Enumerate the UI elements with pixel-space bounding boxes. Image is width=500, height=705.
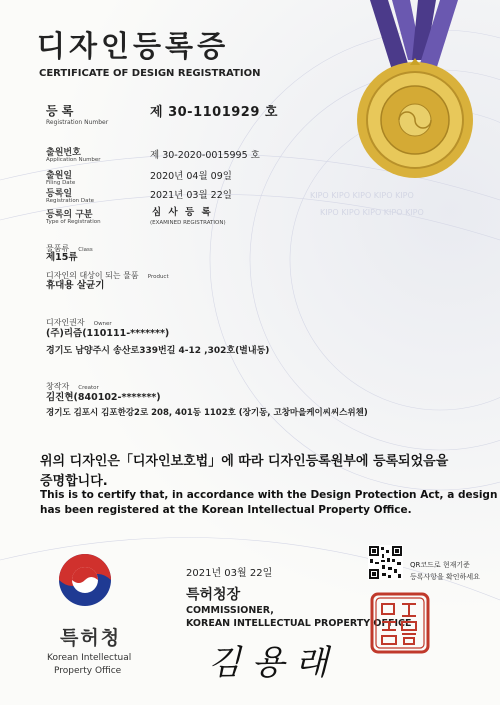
commissioner-korean: 특허청장 [186, 587, 241, 603]
statement-korean-line1: 위의 디자인은「디자인보호법」에 따라 디자인등록원부에 등록되었음을 [40, 454, 449, 469]
registration-date-label-en: Registration Date [46, 198, 95, 204]
class-label: 물품류 [46, 244, 70, 253]
commissioner-english-1: COMMISSIONER, [186, 605, 274, 616]
issue-date: 2021년 03월 22일 [186, 568, 273, 579]
product-value: 휴대용 살균기 [46, 280, 105, 291]
owner-name: (주)리즘(110111-*******) [46, 328, 170, 339]
product-label: 디자인의 대상이 되는 물품 [46, 271, 139, 280]
logo-text-english-2: Property Office [54, 666, 122, 676]
registration-type-value: 심 사 등 록 [152, 207, 213, 218]
commissioner-english-2: KOREAN INTELLECTUAL PROPERTY OFFICE [186, 618, 412, 629]
owner-label: 디자인권자 [46, 318, 85, 327]
product-label-en: Product [147, 274, 169, 280]
filing-date-label: 출원일 [46, 171, 73, 181]
watermark-text: KIPO KIPO KIPO KIPO KIPO [310, 191, 414, 200]
class-label-en: Class [78, 247, 93, 253]
statement-english-line1: This is to certify that, in accordance with the Design Protection Act, a design [40, 489, 498, 501]
logo-text-korean: 특허청 [60, 627, 122, 649]
owner-label-en: Owner [93, 321, 112, 327]
application-number-label: 출원번호 [46, 148, 81, 158]
creator-label: 창작자 [46, 382, 70, 391]
registration-type-label-en: Type of Registration [46, 219, 101, 225]
qr-code[interactable] [368, 545, 403, 580]
watermark-text: KIPO KIPO KIPO KIPO KIPO [320, 208, 424, 217]
class-value: 제15류 [46, 252, 78, 263]
statement-english-line2: has been registered at the Korean Intellectual Property Office. [40, 504, 412, 516]
creator-address: 경기도 김포시 김포한강2로 208, 401동 1102호 (장기동, 고창마을케이씨씨스위첸) [46, 408, 368, 418]
kipo-logo-icon [55, 550, 115, 610]
logo-text-english-1: Korean Intellectual [47, 653, 132, 663]
registration-number: 제 30-1101929 호 [150, 105, 278, 120]
statement-korean-line2: 증명합니다. [40, 474, 108, 489]
registration-type-label: 등록의 구분 [46, 210, 93, 220]
qr-instruction-2: 등록사항을 확인하세요 [410, 573, 480, 581]
official-seal-stamp [370, 592, 430, 654]
application-number-value: 제 30-2020-0015995 호 [150, 150, 260, 161]
application-number-label-en: Application Number [46, 157, 101, 163]
title-korean: 디자인등록증 [37, 29, 230, 63]
registration-label: 등 록 [46, 104, 74, 118]
registration-date-value: 2021년 03월 22일 [150, 190, 232, 201]
filing-date-value: 2020년 04월 09일 [150, 171, 232, 182]
svg-text:김 용 래: 김 용 래 [208, 643, 329, 681]
registration-date-label: 등록일 [46, 189, 73, 199]
qr-instruction-1: QR코드로 현재기준 [410, 561, 470, 569]
registration-label-en: Registration Number [46, 119, 109, 126]
creator-name: 김진현(840102-*******) [46, 392, 161, 403]
owner-address: 경기도 남양주시 송산로339번길 4-12 ,302호(별내동) [46, 346, 270, 356]
filing-date-label-en: Filing Date [46, 180, 76, 186]
creator-label-en: Creator [78, 385, 99, 391]
registration-type-value-en: (EXAMINED REGISTRATION) [150, 220, 226, 226]
title-english: CERTIFICATE OF DESIGN REGISTRATION [39, 68, 261, 79]
gold-medal-emblem [330, 0, 500, 200]
commissioner-signature [200, 636, 390, 681]
